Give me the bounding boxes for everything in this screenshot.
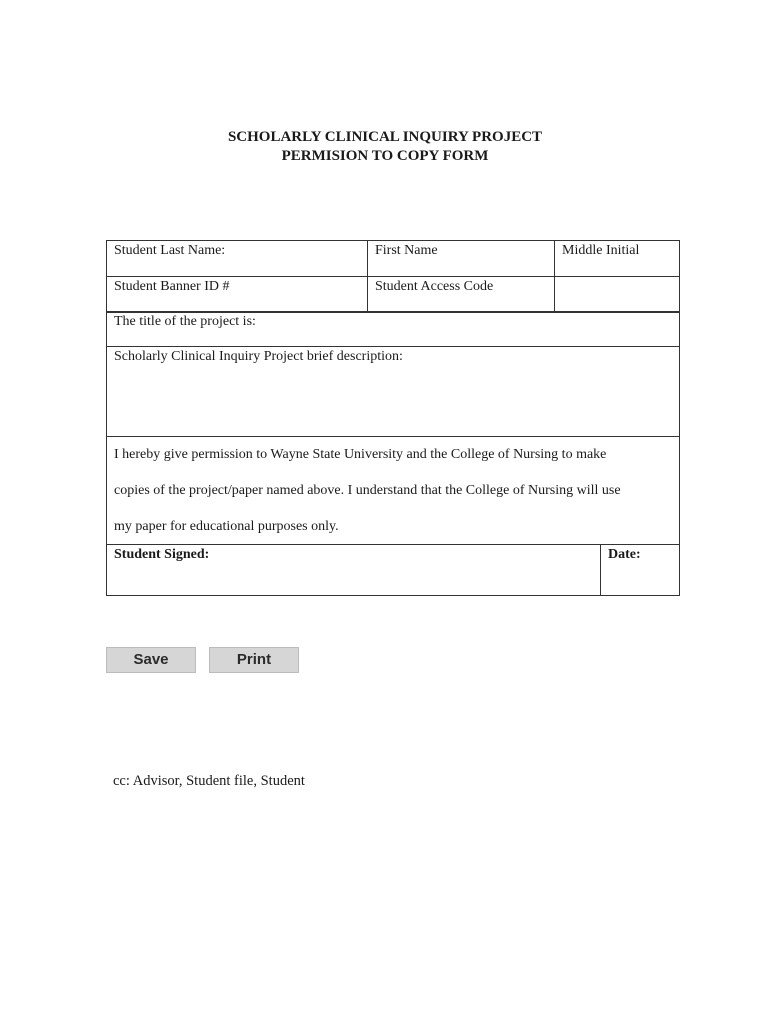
description-label: Scholarly Clinical Inquiry Project brief description: [114,349,403,364]
first-name-field[interactable] [367,240,555,277]
access-code-field[interactable] [554,276,680,313]
permission-statement [106,436,680,545]
date-label: Date: [608,547,641,562]
print-button[interactable]: Print [209,647,299,673]
permission-line-2: copies of the project/paper named above. I understand that the College of Nursing will use [114,483,621,498]
project-title-label: The title of the project is: [114,314,256,329]
access-code-label: Student Access Code [375,279,494,294]
student-last-name-field[interactable] [106,240,368,277]
access-code-label-cell [367,276,555,313]
permission-line-1: I hereby give permission to Wayne State University and the College of Nursing to make [114,447,607,462]
title-line-1: SCHOLARLY CLINICAL INQUIRY PROJECT [227,129,543,145]
first-name-label: First Name [375,243,438,258]
description-field[interactable] [106,346,680,437]
project-title-field[interactable] [106,311,680,347]
middle-initial-label: Middle Initial [562,243,640,258]
cc-note: cc: Advisor, Student file, Student [113,773,305,789]
student-signed-field[interactable] [106,544,601,596]
date-field[interactable] [600,544,680,596]
form-title [0,128,770,166]
save-button[interactable]: Save [106,647,196,673]
title-line-2: PERMISION TO COPY FORM [281,148,489,164]
permission-form-table [106,240,680,596]
student-last-name-label: Student Last Name: [114,243,226,258]
banner-id-label: Student Banner ID # [114,279,230,294]
student-signed-label: Student Signed: [114,547,210,562]
permission-line-3: my paper for educational purposes only. [114,519,339,534]
middle-initial-field[interactable] [554,240,680,277]
banner-id-field[interactable] [106,276,368,313]
